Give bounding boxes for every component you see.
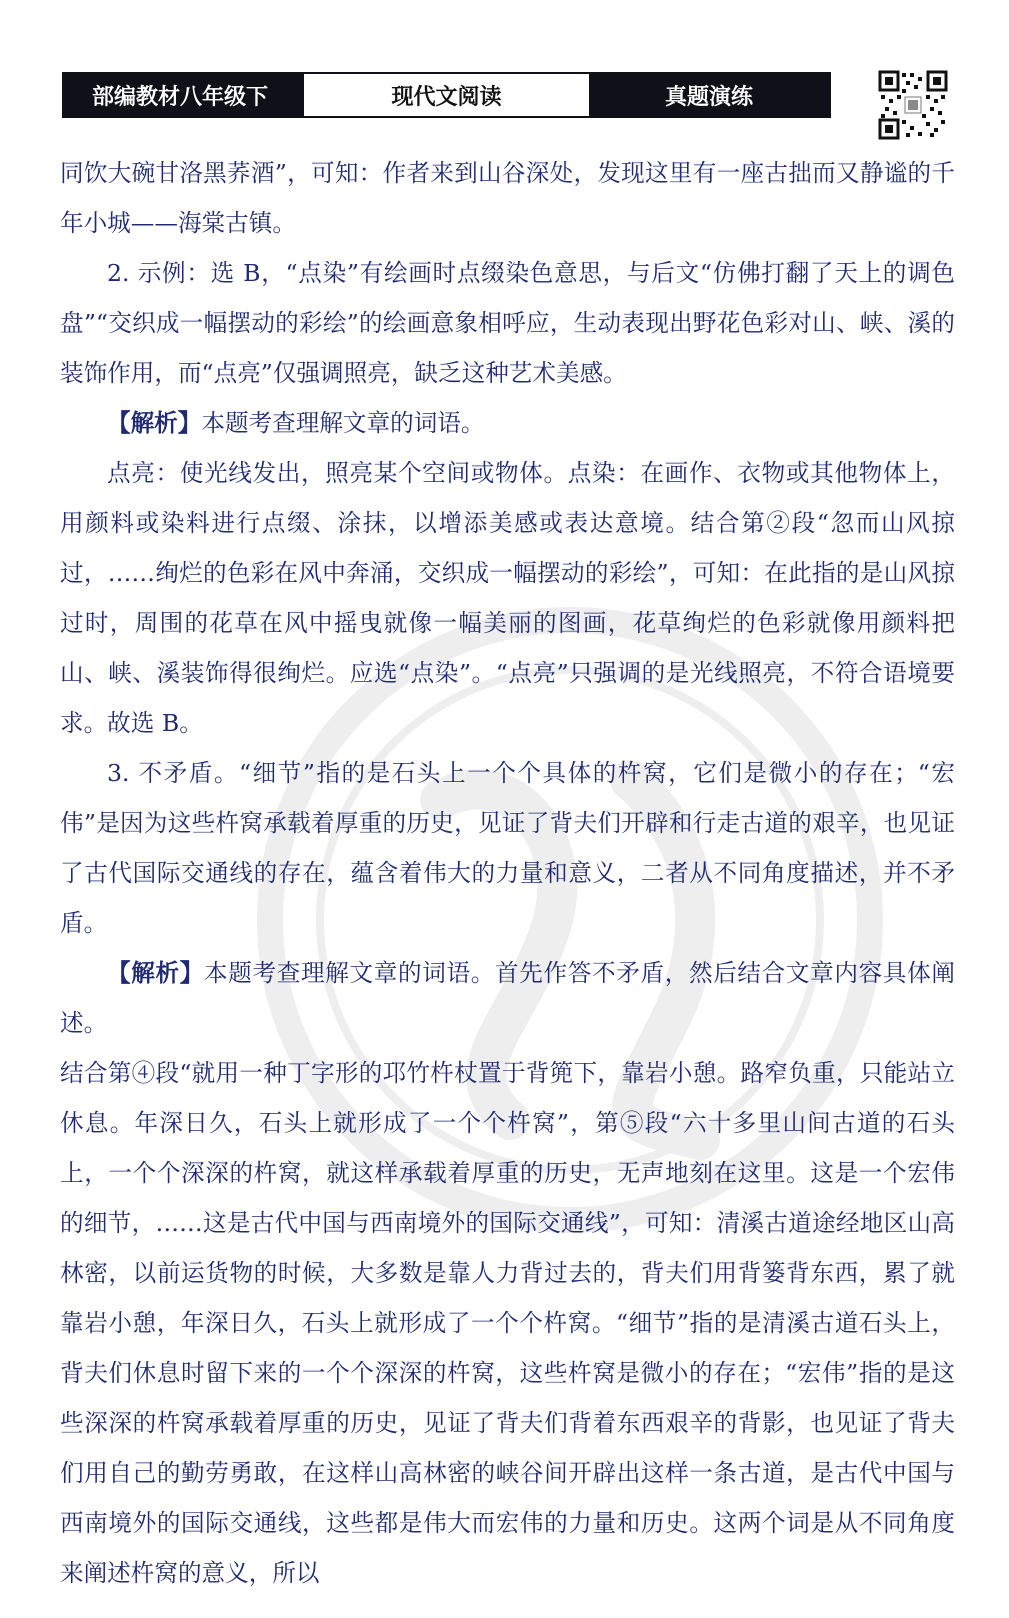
paragraph-text: 本题考查理解文章的词语。首先作答不矛盾，然后结合文章内容具体阐述。 xyxy=(60,959,956,1037)
header-grade-label: 部编教材八年级下 xyxy=(64,74,304,116)
paragraph: 同饮大碗甘洛黑荞酒”，可知：作者来到山谷深处，发现这里有一座古拙而又静谧的千年小城——海棠古镇。 xyxy=(60,159,955,237)
header-practice-label: 真题演练 xyxy=(589,74,829,116)
answer-content xyxy=(60,148,955,1598)
paragraph: 点亮：使光线发出，照亮某个空间或物体。点染：在画作、衣物或其他物体上，用颜料或染料进行点缀、涂抹，以增添美感或表达意境。结合第②段“忽而山风掠过，……绚烂的色彩在风中奔涌，交织成一幅摆动的彩绘”，可知：在此指的是山风掠过时，周围的花草在风中摇曳就像一幅美丽的图画，花草绚烂的色彩就像用颜料把山、峡、溪装饰得很绚烂。应选“点染”。“点亮”只强调的是光线照亮，不符合语境要求。故选 B。 xyxy=(60,459,955,737)
qr-code-icon xyxy=(878,70,948,140)
paragraph: 结合第④段“就用一种丁字形的邛竹杵杖置于背篼下，靠岩小憩。路窄负重，只能站立休息。年深日久，石头上就形成了一个个杵窝”，第⑤段“六十多里山间古道的石头上，一个个深深的杵窝，就这样承载着厚重的历史，无声地刻在这里。这是一个宏伟的细节，……这是古代中国与西南境外的国际交通线”，可知：清溪古道途经地区山高林密，以前运货物的时候，大多数是靠人力背过去的，背夫们用背篓背东西，累了就靠岩小憩，年深日久，石头上就形成了一个个杵窝。“细节”指的是清溪古道石头上，背夫们休息时留下来的一个个深深的杵窝，这些杵窝是微小的存在；“宏伟”指的是这些深深的杵窝承载着厚重的历史，见证了背夫们背着东西艰辛的背影，也见证了背夫们用自己的勤劳勇敢，在这样山高林密的峡谷间开辟出这样一条古道，是古代中国与西南境外的国际交通线，这些都是伟大而宏伟的力量和历史。这两个词是从不同角度来阐述杵窝的意义，所以 xyxy=(60,1059,955,1587)
analysis-label: 【解析】 xyxy=(107,959,204,987)
paragraph-text: 本题考查理解文章的词语。 xyxy=(201,409,485,437)
paragraph: 2. 示例：选 B，“点染”有绘画时点缀染色意思，与后文“仿佛打翻了天上的调色盘”“交织成一幅摆动的彩绘”的绘画意象相呼应，生动表现出野花色彩对山、峡、溪的装饰作用，而“点亮”仅强调照亮，缺乏这种艺术美感。 xyxy=(60,259,955,387)
header-section-label: 现代文阅读 xyxy=(304,74,589,116)
paragraph xyxy=(60,948,955,1048)
header-bar xyxy=(62,72,831,118)
analysis-label: 【解析】 xyxy=(107,409,202,437)
paragraph: 3. 不矛盾。“细节”指的是石头上一个个具体的杵窝，它们是微小的存在；“宏伟”是因为这些杵窝承载着厚重的历史，见证了背夫们开辟和行走古道的艰辛，也见证了古代国际交通线的存在，蕴含着伟大的力量和意义，二者从不同角度描述，并不矛盾。 xyxy=(60,759,955,937)
paragraph xyxy=(60,398,955,448)
